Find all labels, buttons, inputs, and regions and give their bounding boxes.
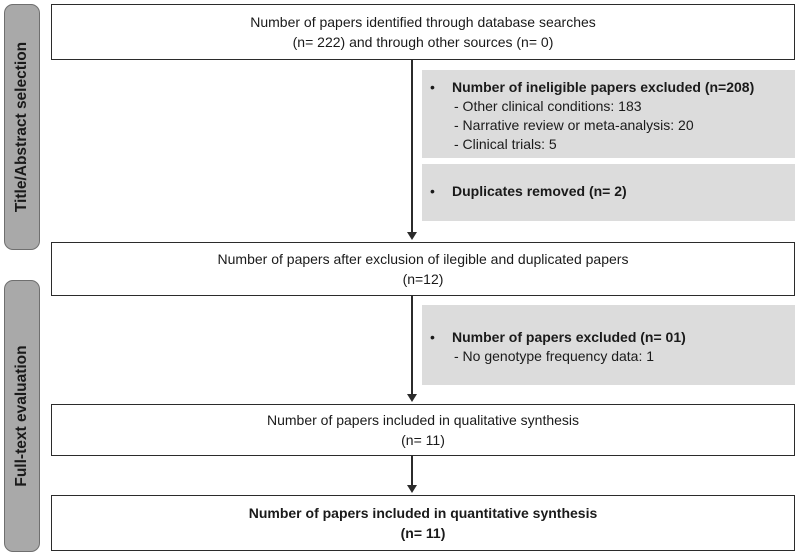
ineligible-excluded-title: • Number of ineligible papers excluded (n=208) [452,78,795,97]
ineligible-excluded-box [422,70,795,158]
phase-label: Full-text evaluation [13,345,30,487]
identified-papers-box [51,4,795,60]
box-line: Number of papers included in qualitative synthesis [266,412,580,428]
phase-full-text-evaluation [4,280,40,552]
box-line: Number of papers included in quantitative synthesis [248,505,598,521]
phase-label: Title/Abstract selection [13,41,30,213]
list-item: - Narrative review or meta-analysis: 20 [454,117,694,133]
flow-arrow-down-icon [411,456,413,487]
list-item: - Clinical trials: 5 [454,136,557,152]
box-line: (n= 11) [401,432,445,448]
list-item: - No genotype frequency data: 1 [454,348,655,364]
box-line: (n= 222) and through other sources (n= 0) [292,34,554,50]
duplicates-removed-box [422,164,795,221]
quantitative-synthesis-box [51,495,795,551]
after-exclusion-box [51,242,795,296]
phase-title-abstract-selection [4,4,40,250]
flow-arrow-down-icon [411,296,413,396]
flow-arrow-down-icon [411,60,413,234]
list-item: - Other clinical conditions: 183 [454,98,642,114]
fulltext-excluded-title: • Number of papers excluded (n= 01) [452,328,795,347]
box-line: Number of papers identified through database searches [250,14,596,30]
fulltext-excluded-box [422,305,795,385]
qualitative-synthesis-box [51,404,795,456]
box-line: Number of papers after exclusion of ilegible and duplicated papers [217,251,629,267]
box-line: (n=12) [402,271,444,287]
duplicates-removed-title: • Duplicates removed (n= 2) [452,182,795,201]
box-line: (n= 11) [400,525,446,541]
